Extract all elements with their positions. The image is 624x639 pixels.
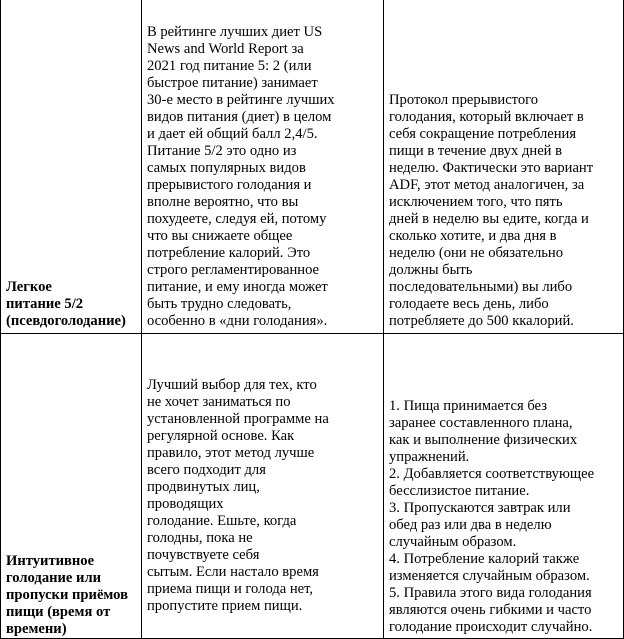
text-line: бесслизистое питание. bbox=[389, 483, 530, 499]
text-line: прерывистого голодания и bbox=[147, 177, 312, 193]
text-line: потребляете до 500 ккалорий. bbox=[389, 313, 574, 329]
text-line: случайным образом. bbox=[389, 534, 517, 550]
text-line: 3. Пропускаются завтрак или bbox=[389, 500, 571, 516]
text-line: неделю (они не обязательно bbox=[389, 245, 564, 261]
text-line: как и выполнение физических bbox=[389, 432, 578, 448]
method-protocol-cell bbox=[384, 0, 624, 334]
text-line: установленной программе на bbox=[147, 411, 329, 427]
text-line: проводящих bbox=[147, 496, 224, 512]
text-line: В рейтинге лучших диет US bbox=[147, 24, 323, 40]
text-line: последовательными) вы либо bbox=[389, 279, 573, 295]
text-line: и дает ей общий балл 2,4/5. bbox=[147, 126, 318, 142]
text-line: 5. Правила этого вида голодания bbox=[389, 585, 592, 601]
text-line: приема пищи и голода нет, bbox=[147, 581, 314, 597]
table-row bbox=[1, 334, 624, 639]
text-line: быстрое питание) занимает bbox=[147, 75, 318, 91]
text-line: Питание 5/2 это одно из bbox=[147, 143, 297, 159]
method-protocol bbox=[389, 92, 618, 330]
text-line: 30-е место в рейтинге лучших bbox=[147, 92, 335, 108]
text-line: пропустите прием пищи. bbox=[147, 598, 303, 614]
text-line: обед раз или два в неделю bbox=[389, 517, 552, 533]
method-description-cell bbox=[142, 334, 384, 639]
text-line: голодание происходит случайно. bbox=[389, 619, 593, 635]
text-line: 2. Добавляется соответствующее bbox=[389, 466, 595, 482]
text-line: похудеете, следуя ей, потому bbox=[147, 211, 327, 227]
text-line: голодание. Ешьте, когда bbox=[147, 513, 297, 529]
text-line: Лучший выбор для тех, кто bbox=[147, 377, 317, 393]
text-line: вполне вероятно, что вы bbox=[147, 194, 299, 210]
text-line: голодание или bbox=[6, 570, 102, 586]
text-line: являются очень гибкими и часто bbox=[389, 602, 592, 618]
text-line: упражнений. bbox=[389, 449, 470, 465]
text-line: исключением того, что пять bbox=[389, 194, 563, 210]
text-line: себя сокращение потребления bbox=[389, 126, 577, 142]
text-line: голодаете весь день, либо bbox=[389, 296, 549, 312]
method-protocol bbox=[389, 398, 618, 636]
method-name-cell bbox=[1, 0, 142, 334]
text-line: Легкое bbox=[6, 279, 52, 295]
text-line: видов питания (диет) в целом bbox=[147, 109, 332, 125]
table-row bbox=[1, 0, 624, 334]
method-description-cell bbox=[142, 0, 384, 334]
text-line: питание 5/2 bbox=[6, 296, 84, 312]
text-line: почувствуете себя bbox=[147, 547, 260, 563]
method-description bbox=[147, 24, 378, 330]
text-line: самых популярных видов bbox=[147, 160, 306, 176]
text-line: регулярной основе. Как bbox=[147, 428, 295, 444]
text-line: голодны, пока не bbox=[147, 530, 253, 546]
text-line: пищи в течение двух дней в bbox=[389, 143, 563, 159]
text-line: заранее составленного плана, bbox=[389, 415, 573, 431]
text-line: сытым. Если настало время bbox=[147, 564, 319, 580]
method-description bbox=[147, 377, 378, 615]
text-line: изменяется случайным образом. bbox=[389, 568, 590, 584]
text-line: 4. Потребление калорий также bbox=[389, 551, 580, 567]
text-line: не хочет заниматься по bbox=[147, 394, 291, 410]
text-line: пропуски приёмов bbox=[6, 587, 128, 603]
method-name bbox=[6, 553, 136, 638]
text-line: продвинутых лиц, bbox=[147, 479, 260, 495]
text-line: 1. Пища принимается без bbox=[389, 398, 547, 414]
text-line: Протокол прерывистого bbox=[389, 92, 539, 108]
text-line: быть трудно следовать, bbox=[147, 296, 292, 312]
method-protocol-cell bbox=[384, 334, 624, 639]
text-line: питание, и ему иногда может bbox=[147, 279, 328, 295]
text-line: потребление калорий. Это bbox=[147, 245, 311, 261]
text-line: всего подходит для bbox=[147, 462, 266, 478]
text-line: правило, этот метод лучше bbox=[147, 445, 315, 461]
text-line: особенно в «дни голодания». bbox=[147, 313, 328, 329]
text-line: голодания, который включает в bbox=[389, 109, 584, 125]
text-line: должны быть bbox=[389, 262, 473, 278]
text-line: дней в неделю вы едите, когда и bbox=[389, 211, 589, 227]
text-line: Интуитивное bbox=[6, 553, 95, 569]
text-line: неделю. Фактически это вариант bbox=[389, 160, 594, 176]
text-line: News and World Report за bbox=[147, 41, 304, 57]
text-line: пищи (время от bbox=[6, 604, 111, 620]
method-name-cell bbox=[1, 334, 142, 639]
text-line: 2021 год питание 5: 2 (или bbox=[147, 58, 312, 74]
text-line: строго регламентированное bbox=[147, 262, 320, 278]
text-line: ADF, этот метод аналогичен, за bbox=[389, 177, 585, 193]
text-line: (псевдоголодание) bbox=[6, 313, 126, 329]
text-line: сколько хотите, и два дня в bbox=[389, 228, 557, 244]
method-name bbox=[6, 279, 136, 330]
text-line: что вы снижаете общее bbox=[147, 228, 293, 244]
text-line: времени) bbox=[6, 621, 67, 637]
